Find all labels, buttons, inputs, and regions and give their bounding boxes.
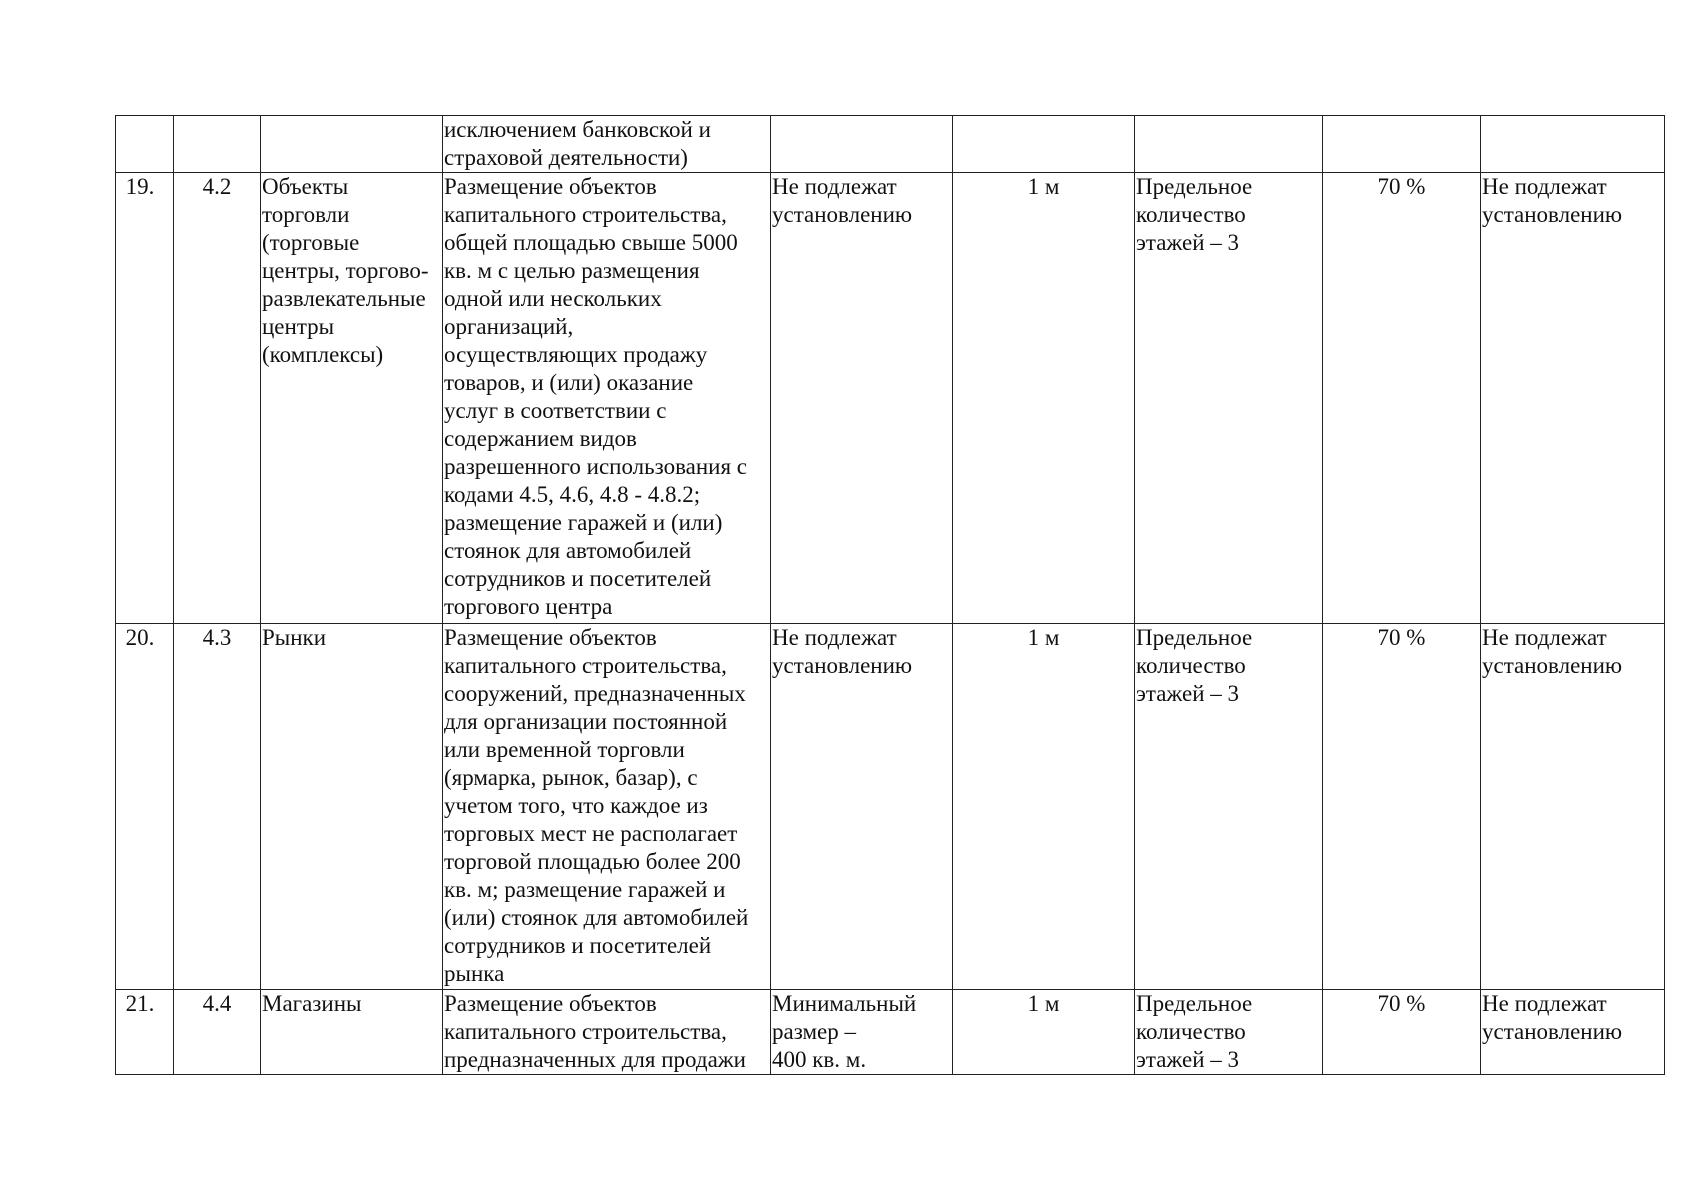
plot-area-limit: Минимальный размер – 400 кв. м. [771,990,953,1075]
other-parameters [1481,116,1665,173]
row-number: 19. [116,173,174,624]
max-floors: Предельное количество этажей – 3 [1135,173,1323,624]
max-floors: Предельное количество этажей – 3 [1135,624,1323,990]
max-coverage [1323,116,1481,173]
use-code [174,116,261,173]
plot-area-limit [771,116,953,173]
use-code: 4.2 [174,173,261,624]
use-code: 4.4 [174,990,261,1075]
use-description: Размещение объектов капитального строительства, сооружений, предназначенных для организации постоянной или временной торговли (ярмарка, рынок, базар), с учетом того, что каждое из торговых мест не располагает торговой площадью более 200 кв. м; размещение гаражей и (или) стоянок для автомобилей сотрудников и посетителей рынка [443,624,771,990]
other-parameters: Не подлежат установлению [1481,624,1665,990]
row-number: 21. [116,990,174,1075]
plot-area-limit: Не подлежат установлению [771,624,953,990]
min-setback: 1 м [953,624,1135,990]
use-name [261,116,443,173]
table-row [116,990,1665,1075]
other-parameters: Не подлежат установлению [1481,173,1665,624]
row-number [116,116,174,173]
use-code: 4.3 [174,624,261,990]
regulations-table [115,115,1665,1075]
table-row [116,173,1665,624]
plot-area-limit: Не подлежат установлению [771,173,953,624]
min-setback: 1 м [953,990,1135,1075]
max-floors: Предельное количество этажей – 3 [1135,990,1323,1075]
use-description: Размещение объектов капитального строительства, общей площадью свыше 5000 кв. м с целью размещения одной или нескольких организаций, осуществляющих продажу товаров, и (или) оказание услуг в соответствии с содержанием видов разрешенного использования с кодами 4.5, 4.6, 4.8 - 4.8.2; размещение гаражей и (или) стоянок для автомобилей сотрудников и посетителей торгового центра [443,173,771,624]
other-parameters: Не подлежат установлению [1481,990,1665,1075]
use-description: исключением банковской и страховой деятельности) [443,116,771,173]
row-number: 20. [116,624,174,990]
use-name: Магазины [261,990,443,1075]
min-setback: 1 м [953,173,1135,624]
max-floors [1135,116,1323,173]
table-row [116,624,1665,990]
use-name: Объекты торговли (торговые центры, торгово- развлекательные центры (комплексы) [261,173,443,624]
max-coverage: 70 % [1323,990,1481,1075]
max-coverage: 70 % [1323,624,1481,990]
use-description: Размещение объектов капитального строительства, предназначенных для продажи [443,990,771,1075]
table-row [116,116,1665,173]
min-setback [953,116,1135,173]
use-name: Рынки [261,624,443,990]
max-coverage: 70 % [1323,173,1481,624]
